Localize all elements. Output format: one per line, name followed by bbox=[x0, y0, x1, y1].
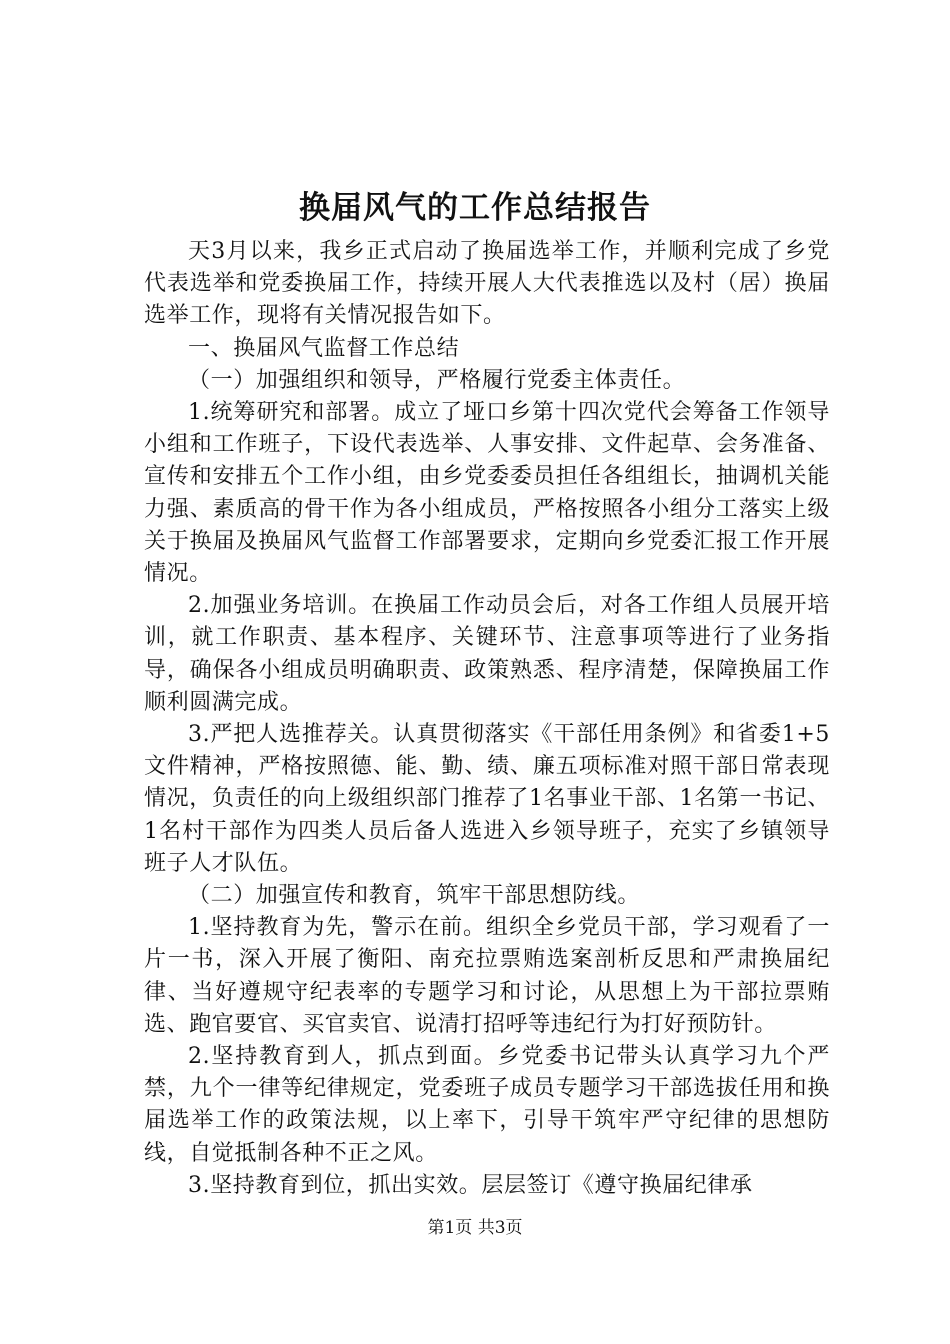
paragraph-item: 1.坚持教育为先，警示在前。组织全乡党员干部，学习观看了一片一书，深入开展了衡阳、南充拉票贿选案剖析反思和严肃换届纪律、当好遵规守纪表率的专题学习和讨论，从思想上为干部拉票贿选、跑官要官、买官卖官、说清打招呼等违纪行为打好预防针。 bbox=[144, 915, 830, 1037]
paragraph-item: 2.坚持教育到人，抓点到面。乡党委书记带头认真学习九个严禁，九个一律等纪律规定，党委班子成员专题学习干部选拔任用和换届选举工作的政策法规，以上率下，引导干筑牢严守纪律的思想防线，自觉抵制各种不正之风。 bbox=[144, 1044, 830, 1166]
section-heading-1: 一、换届风气监督工作总结 bbox=[188, 335, 460, 361]
paragraph-item: 2.加强业务培训。在换届工作动员会后，对各工作组人员展开培训，就工作职责、基本程序、关键环节、注意事项等进行了业务指导，确保各小组成员明确职责、政策熟悉、程序清楚，保障换届工作顺利圆满完成。 bbox=[144, 593, 830, 715]
subsection-heading-1: （一）加强组织和领导，严格履行党委主体责任。 bbox=[188, 367, 686, 393]
paragraph-intro: 天3月以来，我乡正式启动了换届选举工作，并顺利完成了乡党代表选举和党委换届工作，持续开展人大代表推选以及村（居）换届选举工作，现将有关情况报告如下。 bbox=[144, 239, 830, 329]
document-body bbox=[144, 236, 830, 1202]
subsection-heading-2: （二）加强宣传和教育，筑牢干部思想防线。 bbox=[188, 883, 641, 909]
paragraph-item: 3.坚持教育到位，抓出实效。层层签订《遵守换届纪律承 bbox=[188, 1172, 753, 1198]
page-footer: 第1页 共3页 bbox=[427, 1218, 523, 1238]
paragraph-item: 3.严把人选推荐关。认真贯彻落实《干部任用条例》和省委1+5文件精神，严格按照德、能、勤、绩、廉五项标准对照干部日常表现情况，负责任的向上级组织部门推荐了1名事业干部、1名第一书记、1名村干部作为四类人员后备人选进入乡领导班子，充实了乡镇领导班子人才队伍。 bbox=[144, 722, 830, 876]
paragraph-item: 1.统筹研究和部署。成立了垭口乡第十四次党代会筹备工作领导小组和工作班子，下设代表选举、人事安排、文件起草、会务准备、宣传和安排五个工作小组，由乡党委委员担任各组组长，抽调机关能力强、素质高的骨干作为各小组成员，严格按照各小组分工落实上级关于换届及换届风气监督工作部署要求，定期向乡党委汇报工作开展情况。 bbox=[144, 400, 830, 587]
document-title: 换届风气的工作总结报告 bbox=[299, 190, 651, 226]
